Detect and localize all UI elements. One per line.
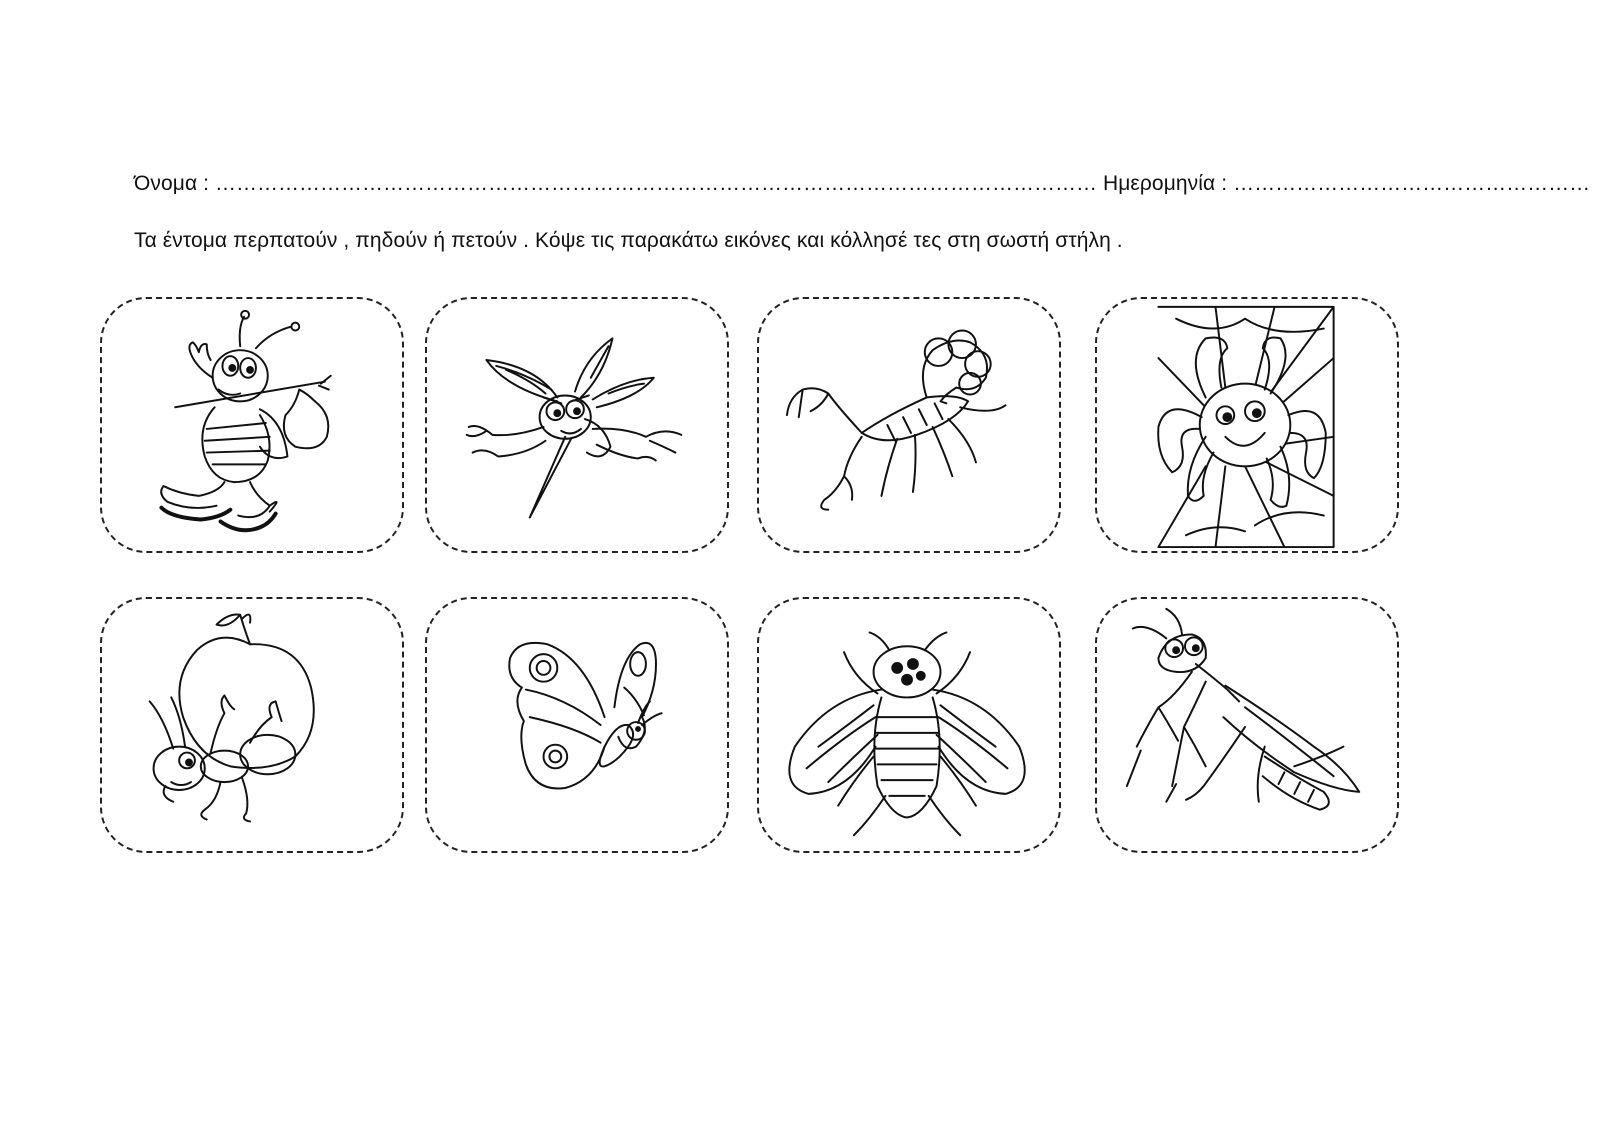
- spider-icon: [1097, 299, 1397, 551]
- cutout-card-2[interactable]: [425, 297, 729, 553]
- butterfly-icon: [427, 599, 727, 851]
- scorpion-icon: [759, 299, 1059, 551]
- ant-with-apple-icon: [102, 599, 402, 851]
- praying-mantis-icon: [1097, 599, 1397, 851]
- cricket-traveler-icon: [102, 299, 402, 551]
- cutout-card-5[interactable]: [100, 597, 404, 853]
- fly-icon: [759, 599, 1059, 851]
- cutout-card-7[interactable]: [757, 597, 1061, 853]
- mosquito-icon: [427, 299, 727, 551]
- cutout-card-3[interactable]: [757, 297, 1061, 553]
- cutout-card-4[interactable]: [1095, 297, 1399, 553]
- date-label: Ημερομηνία :: [1102, 172, 1228, 195]
- cutout-card-8[interactable]: [1095, 597, 1399, 853]
- name-field[interactable]: ………………………………………………………………………………………………………………: [215, 172, 1097, 195]
- header-line: [134, 172, 1590, 196]
- date-field[interactable]: ……………………………………………: [1233, 172, 1591, 195]
- name-label: Όνομα :: [134, 172, 210, 195]
- cutout-card-1[interactable]: [100, 297, 404, 553]
- cutout-card-6[interactable]: [425, 597, 729, 853]
- instruction-text: Τα έντομα περπατούν , πηδούν ή πετούν . Κόψε τις παρακάτω εικόνες και κόλλησέ τες στη σωστή στήλη .: [134, 229, 1123, 252]
